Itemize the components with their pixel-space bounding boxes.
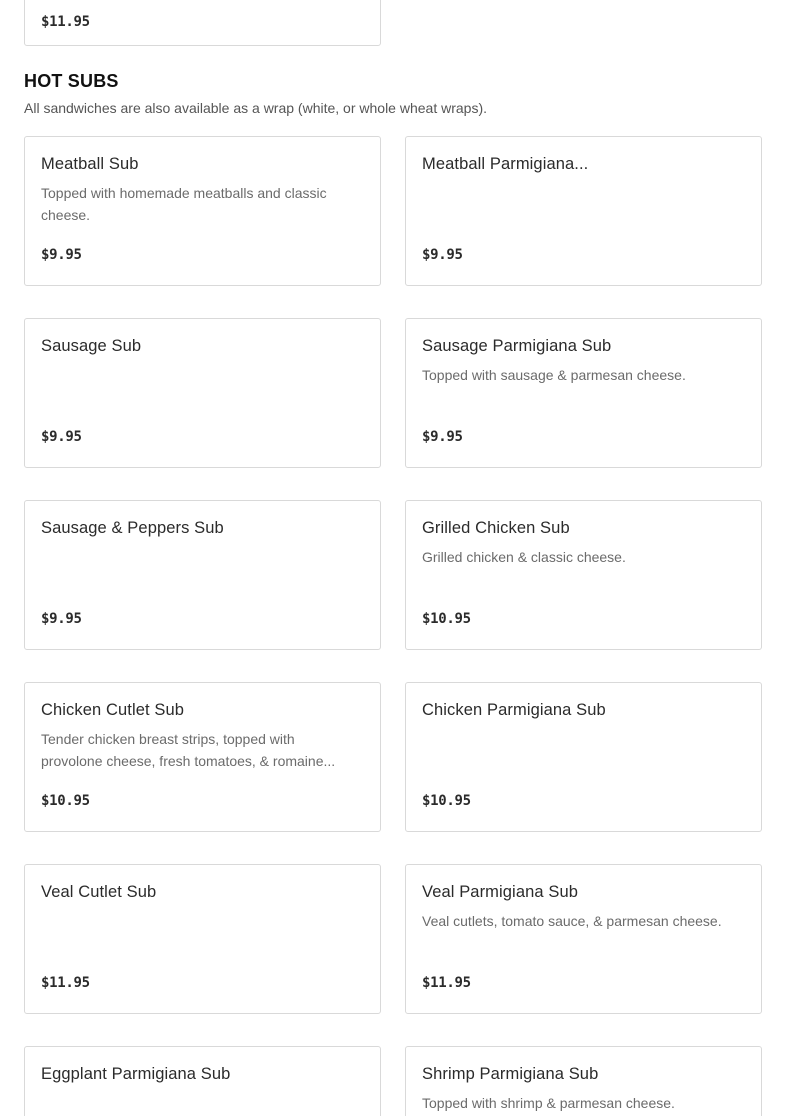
item-price: $9.95 xyxy=(41,247,82,263)
menu-item-card[interactable] xyxy=(24,136,381,286)
item-name: Grilled Chicken Sub xyxy=(422,519,570,537)
item-name: Chicken Cutlet Sub xyxy=(41,701,185,719)
item-name: Chicken Parmigiana Sub xyxy=(422,701,606,719)
item-price: $9.95 xyxy=(422,247,463,263)
item-name: Sausage Sub xyxy=(41,337,142,355)
item-price: $9.95 xyxy=(422,429,463,445)
item-price: $10.95 xyxy=(422,611,471,627)
menu-item-card[interactable] xyxy=(405,682,762,832)
item-name: Sausage Parmigiana Sub xyxy=(422,337,612,355)
item-name: Meatball Parmigiana... xyxy=(422,155,589,173)
item-price: $11.95 xyxy=(41,14,90,30)
item-description: Grilled chicken & classic cheese. xyxy=(422,549,626,565)
item-price: $9.95 xyxy=(41,611,82,627)
menu-item-card[interactable] xyxy=(405,318,762,468)
item-price: $10.95 xyxy=(41,793,90,809)
item-name: Sausage & Peppers Sub xyxy=(41,519,224,537)
menu-item-card[interactable] xyxy=(24,318,381,468)
item-name: Eggplant Parmigiana Sub xyxy=(41,1065,231,1083)
item-price: $11.95 xyxy=(422,975,471,991)
item-price: $11.95 xyxy=(41,975,90,991)
item-description: Veal cutlets, tomato sauce, & parmesan cheese. xyxy=(422,913,722,929)
item-description: Topped with sausage & parmesan cheese. xyxy=(422,367,686,383)
item-name: Meatball Sub xyxy=(41,155,139,173)
menu-item-card[interactable] xyxy=(405,136,762,286)
item-name: Veal Cutlet Sub xyxy=(41,883,157,901)
menu-item-card[interactable] xyxy=(24,1046,381,1116)
menu-item-card[interactable] xyxy=(24,682,381,832)
item-description: Tender chicken breast strips, topped with provolone cheese, fresh tomatoes, & romaine... xyxy=(41,731,336,769)
item-price: $10.95 xyxy=(422,793,471,809)
menu-item-card[interactable] xyxy=(405,1046,762,1116)
item-price: $9.95 xyxy=(41,429,82,445)
menu-item-card[interactable] xyxy=(24,500,381,650)
section-title: HOT SUBS xyxy=(24,71,119,91)
menu-item-card[interactable] xyxy=(405,864,762,1014)
menu-item-card[interactable] xyxy=(24,864,381,1014)
item-description: Topped with shrimp & parmesan cheese. xyxy=(422,1095,675,1111)
item-description: Topped with homemade meatballs and classic cheese. xyxy=(41,185,327,223)
section-subtitle: All sandwiches are also available as a wrap (white, or whole wheat wraps). xyxy=(24,100,487,116)
item-name: Veal Parmigiana Sub xyxy=(422,883,578,901)
menu-item-card[interactable] xyxy=(405,500,762,650)
menu-item-card[interactable] xyxy=(24,0,381,46)
item-name: Shrimp Parmigiana Sub xyxy=(422,1065,599,1083)
